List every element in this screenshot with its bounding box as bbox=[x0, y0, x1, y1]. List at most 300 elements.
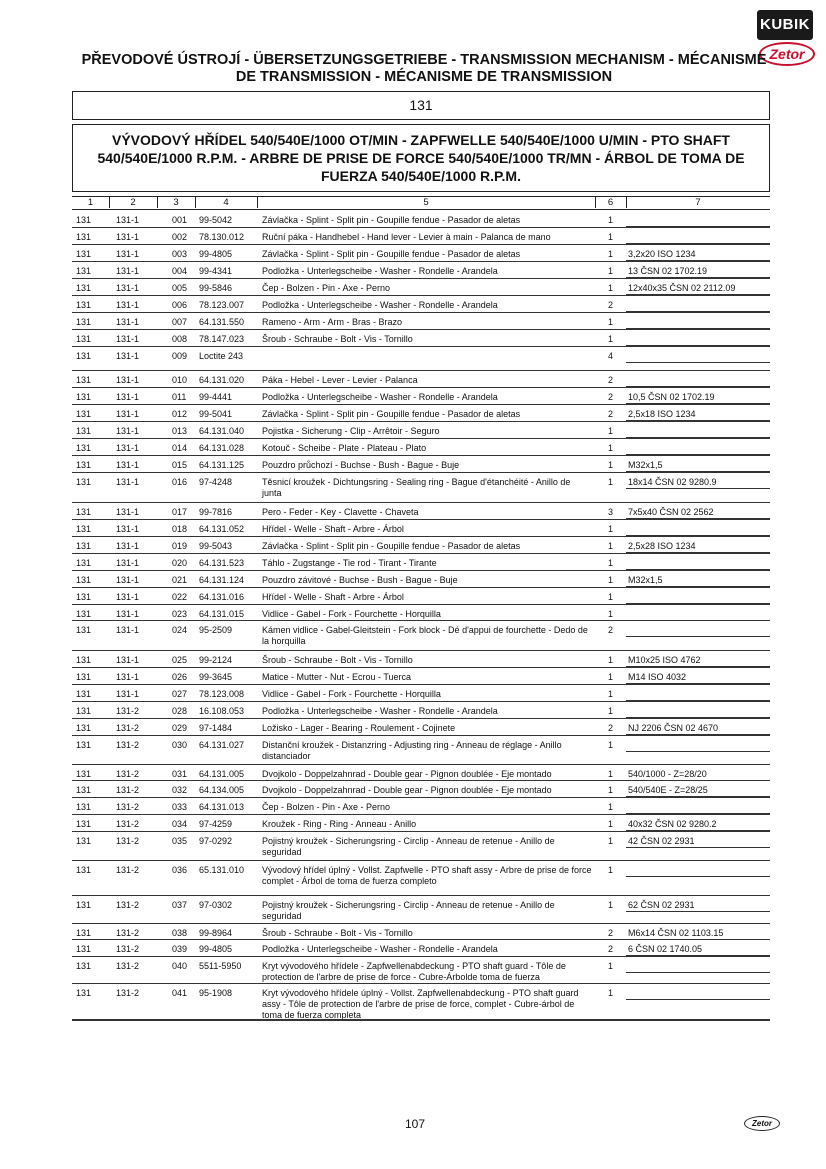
page-number: 107 bbox=[404, 1117, 426, 1131]
table-row bbox=[0, 297, 826, 314]
cell-col-6: 1 bbox=[608, 334, 614, 344]
row-separator bbox=[72, 860, 770, 861]
table-row bbox=[0, 589, 826, 606]
cell-col-6: 1 bbox=[608, 477, 614, 487]
cell-col-5: Závlačka - Splint - Split pin - Goupille fendue - Pasador de aletas bbox=[262, 215, 521, 225]
row-separator bbox=[72, 620, 770, 621]
cell-col-3: 001 bbox=[172, 215, 188, 225]
cell-col-2: 131-2 bbox=[116, 706, 140, 716]
cell-col-1: 131 bbox=[76, 592, 92, 602]
row-separator bbox=[72, 472, 770, 473]
cell-col-6: 1 bbox=[608, 443, 614, 453]
cell-col-2: 131-1 bbox=[116, 524, 140, 534]
cell-col-6: 1 bbox=[608, 249, 614, 259]
cell-col-2: 131-2 bbox=[116, 865, 140, 875]
cell-col-3: 020 bbox=[172, 558, 188, 568]
cell-col-5: Podložka - Unterlegscheibe - Washer - Rondelle - Arandela bbox=[262, 300, 498, 310]
cell-col-2: 131-1 bbox=[116, 625, 140, 635]
cell-col-3: 038 bbox=[172, 928, 188, 938]
cell-col-5: Ruční páka - Handhebel - Hand lever - Levier à main - Palanca de mano bbox=[262, 232, 551, 242]
cell-col-3: 018 bbox=[172, 524, 188, 534]
column-header-7: 7 bbox=[695, 197, 701, 208]
cell-col-4: 99-4341 bbox=[199, 266, 233, 276]
cell-col-1: 131 bbox=[76, 689, 92, 699]
cell-col-2: 131-1 bbox=[116, 392, 140, 402]
cell-col-5: Pojistka - Sicherung - Clip - Arrêtoir - Seguro bbox=[262, 426, 440, 436]
cell-col-1: 131 bbox=[76, 740, 92, 750]
table-row bbox=[0, 799, 826, 816]
zetor-logo-text: Zetor bbox=[759, 42, 815, 66]
cell-col-7: 2,5x28 ISO 1234 bbox=[628, 541, 696, 551]
cell-col-5: Hřídel - Welle - Shaft - Arbre - Árbol bbox=[262, 592, 404, 602]
cell-col-1: 131 bbox=[76, 769, 92, 779]
cell-col-2: 131-1 bbox=[116, 609, 140, 619]
cell-col-5: Kryt vývodového hřídele - Zapfwellenabdeckung - PTO shaft guard - Tôle de protection de l'arbre de prise de force - Cubre-Árbolde toma de fuerza bbox=[262, 961, 566, 982]
page-title: PŘEVODOVÉ ÚSTROJÍ - ÜBERSETZUNGSGETRIEBE - TRANSMISSION MECHANISM - MÉCANISME DE TRANSMISSION - MÉCANISME DE TRANSMISSION bbox=[81, 52, 767, 85]
cell-col-6: 1 bbox=[608, 592, 614, 602]
table-row bbox=[0, 263, 826, 280]
cell-col-5: Kroužek - Ring - Ring - Anneau - Anillo bbox=[262, 819, 417, 829]
cell-col-4: 99-5041 bbox=[199, 409, 233, 419]
row-separator bbox=[72, 650, 770, 651]
cell-col-5: Pero - Feder - Key - Clavette - Chaveta bbox=[262, 507, 419, 517]
cell-col-5: Kámen vidlice - Gabel-Gleitstein - Fork block - Dé d'appui de fourchette - Dedo de la horquilla bbox=[262, 625, 588, 646]
cell-col-3: 036 bbox=[172, 865, 188, 875]
cell-col-2: 131-1 bbox=[116, 672, 140, 682]
cell-col-4: 64.131.550 bbox=[199, 317, 245, 327]
spec-underline bbox=[626, 847, 770, 848]
row-separator bbox=[72, 923, 770, 924]
row-separator bbox=[72, 814, 770, 815]
cell-col-2: 131-1 bbox=[116, 575, 140, 585]
column-header-5: 5 bbox=[423, 197, 429, 208]
cell-col-1: 131 bbox=[76, 944, 92, 954]
cell-col-5: Vidlice - Gabel - Fork - Fourchette - Horquilla bbox=[262, 689, 441, 699]
spec-underline bbox=[626, 488, 770, 489]
table-row bbox=[0, 389, 826, 406]
cell-col-7: 62 ČSN 02 2931 bbox=[628, 900, 695, 910]
cell-col-1: 131 bbox=[76, 865, 92, 875]
row-separator bbox=[72, 387, 770, 388]
cell-col-5: Hřídel - Welle - Shaft - Arbre - Árbol bbox=[262, 524, 404, 534]
column-header-3: 3 bbox=[173, 197, 179, 208]
cell-col-6: 1 bbox=[608, 689, 614, 699]
cell-col-1: 131 bbox=[76, 351, 92, 361]
row-separator bbox=[72, 312, 770, 313]
spec-underline bbox=[626, 999, 770, 1000]
spec-underline bbox=[626, 972, 770, 973]
cell-col-6: 1 bbox=[608, 988, 614, 998]
table-row bbox=[0, 766, 826, 782]
cell-col-2: 131-2 bbox=[116, 819, 140, 829]
cell-col-3: 007 bbox=[172, 317, 188, 327]
cell-col-7: M10x25 ISO 4762 bbox=[628, 655, 701, 665]
cell-col-1: 131 bbox=[76, 507, 92, 517]
row-separator bbox=[72, 735, 770, 736]
row-separator bbox=[72, 370, 770, 371]
cell-col-4: 5511-5950 bbox=[199, 961, 242, 971]
spec-underline bbox=[626, 362, 770, 363]
column-header-row bbox=[72, 196, 770, 210]
cell-col-2: 131-2 bbox=[116, 900, 140, 910]
cell-col-2: 131-1 bbox=[116, 283, 140, 293]
row-separator bbox=[72, 261, 770, 262]
cell-col-3: 013 bbox=[172, 426, 188, 436]
kubik-logo-text: KUBIK bbox=[757, 10, 813, 40]
table-row bbox=[0, 720, 826, 737]
cell-col-7: 540/1000 - Z=28/20 bbox=[628, 769, 707, 779]
cell-col-3: 016 bbox=[172, 477, 188, 487]
cell-col-1: 131 bbox=[76, 961, 92, 971]
row-separator bbox=[72, 939, 770, 940]
cell-col-5: Podložka - Unterlegscheibe - Washer - Rondelle - Arandela bbox=[262, 706, 498, 716]
row-separator bbox=[72, 346, 770, 347]
table-row bbox=[0, 280, 826, 297]
cell-col-1: 131 bbox=[76, 655, 92, 665]
table-row bbox=[0, 406, 826, 423]
table-row bbox=[0, 555, 826, 572]
cell-col-5: Šroub - Schraube - Bolt - Vis - Tornillo bbox=[262, 655, 413, 665]
cell-col-7: M14 ISO 4032 bbox=[628, 672, 687, 682]
cell-col-7: M32x1,5 bbox=[628, 575, 663, 585]
cell-col-5: Distanční kroužek - Distanzring - Adjusting ring - Anneau de réglage - Anillo distanciador bbox=[262, 740, 562, 761]
cell-col-1: 131 bbox=[76, 819, 92, 829]
cell-col-7: 12x40x35 ČSN 02 2112.09 bbox=[628, 283, 736, 293]
cell-col-2: 131-1 bbox=[116, 300, 140, 310]
cell-col-3: 028 bbox=[172, 706, 188, 716]
cell-col-6: 1 bbox=[608, 215, 614, 225]
cell-col-3: 023 bbox=[172, 609, 188, 619]
row-separator bbox=[72, 278, 770, 279]
cell-col-3: 025 bbox=[172, 655, 188, 665]
cell-col-2: 131-1 bbox=[116, 334, 140, 344]
cell-col-1: 131 bbox=[76, 300, 92, 310]
cell-col-2: 131-1 bbox=[116, 266, 140, 276]
cell-col-2: 131-2 bbox=[116, 740, 140, 750]
row-separator bbox=[72, 536, 770, 537]
cell-col-3: 011 bbox=[172, 392, 187, 402]
cell-col-2: 131-1 bbox=[116, 592, 140, 602]
cell-col-6: 1 bbox=[608, 541, 614, 551]
cell-col-5: Podložka - Unterlegscheibe - Washer - Rondelle - Arandela bbox=[262, 944, 498, 954]
cell-col-1: 131 bbox=[76, 375, 92, 385]
column-header-6: 6 bbox=[607, 197, 614, 208]
cell-col-4: 97-1484 bbox=[199, 723, 233, 733]
cell-col-3: 029 bbox=[172, 723, 188, 733]
cell-col-4: 64.131.028 bbox=[199, 443, 245, 453]
cell-col-4: 16.108.053 bbox=[199, 706, 245, 716]
cell-col-7: 40x32 ČSN 02 9280.2 bbox=[628, 819, 717, 829]
cell-col-2: 131-2 bbox=[116, 802, 140, 812]
cell-col-7: 6 ČSN 02 1740.05 bbox=[628, 944, 703, 954]
cell-col-6: 1 bbox=[608, 802, 614, 812]
spec-underline bbox=[626, 751, 770, 752]
cell-col-3: 026 bbox=[172, 672, 188, 682]
cell-col-2: 131-1 bbox=[116, 541, 140, 551]
column-header-2: 2 bbox=[130, 197, 136, 208]
cell-col-7: NJ 2206 ČSN 02 4670 bbox=[628, 723, 719, 733]
table-row bbox=[0, 372, 826, 389]
table-row bbox=[0, 521, 826, 538]
cell-col-3: 012 bbox=[172, 409, 188, 419]
footer-zetor-logo: Zetor bbox=[744, 1116, 780, 1131]
row-separator bbox=[72, 329, 770, 330]
cell-col-2: 131-1 bbox=[116, 409, 140, 419]
cell-col-7: 3,2x20 ISO 1234 bbox=[628, 249, 696, 259]
cell-col-1: 131 bbox=[76, 802, 92, 812]
cell-col-4: 64.131.013 bbox=[199, 802, 245, 812]
cell-col-1: 131 bbox=[76, 836, 92, 846]
cell-col-3: 021 bbox=[172, 575, 188, 585]
cell-col-6: 2 bbox=[608, 625, 614, 635]
cell-col-1: 131 bbox=[76, 460, 92, 470]
row-separator bbox=[72, 956, 770, 957]
cell-col-4: 97-4248 bbox=[199, 477, 233, 487]
column-header-1: 1 bbox=[87, 197, 94, 208]
row-separator bbox=[72, 570, 770, 571]
cell-col-5: Šroub - Schraube - Bolt - Vis - Tornillo bbox=[262, 928, 413, 938]
cell-col-6: 2 bbox=[608, 409, 614, 419]
cell-col-3: 005 bbox=[172, 283, 188, 293]
cell-col-6: 1 bbox=[608, 575, 614, 585]
cell-col-5: Dvojkolo - Doppelzahnrad - Double gear - Pignon doublée - Eje montado bbox=[262, 785, 552, 795]
row-separator bbox=[72, 780, 770, 781]
cell-col-6: 1 bbox=[608, 317, 614, 327]
cell-col-1: 131 bbox=[76, 317, 92, 327]
cell-col-4: 99-4805 bbox=[199, 249, 233, 259]
cell-col-3: 015 bbox=[172, 460, 188, 470]
cell-col-3: 014 bbox=[172, 443, 188, 453]
cell-col-1: 131 bbox=[76, 266, 92, 276]
cell-col-2: 131-2 bbox=[116, 928, 140, 938]
row-separator bbox=[72, 587, 770, 588]
cell-col-1: 131 bbox=[76, 706, 92, 716]
cell-col-5: Závlačka - Splint - Split pin - Goupille fendue - Pasador de aletas bbox=[262, 249, 521, 259]
cell-col-3: 034 bbox=[172, 819, 188, 829]
cell-col-2: 131-2 bbox=[116, 723, 140, 733]
cell-col-3: 035 bbox=[172, 836, 188, 846]
cell-col-5: Těsnicí kroužek - Dichtungsring - Sealing ring - Bague d'étanchéité - Anillo de junta bbox=[262, 477, 571, 498]
cell-col-3: 032 bbox=[172, 785, 188, 795]
table-row bbox=[0, 816, 826, 833]
cell-col-4: 64.131.124 bbox=[199, 575, 245, 585]
row-separator bbox=[72, 455, 770, 456]
cell-col-6: 1 bbox=[608, 232, 614, 242]
cell-col-6: 1 bbox=[608, 900, 614, 910]
cell-col-6: 4 bbox=[608, 351, 614, 361]
cell-col-4: 99-5846 bbox=[199, 283, 233, 293]
cell-col-6: 2 bbox=[608, 300, 614, 310]
cell-col-3: 041 bbox=[172, 988, 188, 998]
cell-col-2: 131-1 bbox=[116, 558, 140, 568]
cell-col-4: 64.134.005 bbox=[199, 785, 245, 795]
cell-col-5: Páka - Hebel - Lever - Levier - Palanca bbox=[262, 375, 418, 385]
cell-col-1: 131 bbox=[76, 392, 92, 402]
cell-col-4: 97-0292 bbox=[199, 836, 233, 846]
row-separator bbox=[72, 604, 770, 605]
cell-col-5: Vývodový hřídel úplný - Vollst. Zapfwelle - PTO shaft assy - Arbre de prise de force complet - Árbol de toma de fuerza completo bbox=[262, 865, 592, 886]
table-row bbox=[0, 440, 826, 457]
cell-col-1: 131 bbox=[76, 283, 92, 293]
cell-col-2: 131-1 bbox=[116, 351, 140, 361]
cell-col-5: Čep - Bolzen - Pin - Axe - Perno bbox=[262, 802, 391, 812]
cell-col-2: 131-1 bbox=[116, 317, 140, 327]
cell-col-3: 024 bbox=[172, 625, 188, 635]
row-separator bbox=[72, 718, 770, 719]
cell-col-3: 033 bbox=[172, 802, 188, 812]
table-row bbox=[0, 606, 826, 622]
cell-col-2: 131-2 bbox=[116, 769, 140, 779]
table-row bbox=[0, 504, 826, 521]
cell-col-4: Loctite 243 bbox=[199, 351, 244, 361]
cell-col-7: 10,5 ČSN 02 1702.19 bbox=[628, 392, 715, 402]
table-row bbox=[0, 703, 826, 720]
table-row bbox=[0, 538, 826, 555]
table-row bbox=[0, 572, 826, 589]
cell-col-1: 131 bbox=[76, 672, 92, 682]
cell-col-4: 78.123.007 bbox=[199, 300, 245, 310]
cell-col-6: 1 bbox=[608, 426, 614, 436]
cell-col-2: 131-1 bbox=[116, 249, 140, 259]
cell-col-4: 65.131.010 bbox=[199, 865, 245, 875]
cell-col-5: Pouzdro průchozí - Buchse - Bush - Bague - Buje bbox=[262, 460, 460, 470]
row-separator bbox=[72, 684, 770, 685]
cell-col-4: 78.123.008 bbox=[199, 689, 245, 699]
table-row bbox=[0, 212, 826, 229]
row-separator bbox=[72, 701, 770, 702]
cell-col-6: 2 bbox=[608, 375, 614, 385]
row-separator bbox=[72, 244, 770, 245]
cell-col-1: 131 bbox=[76, 609, 92, 619]
spec-underline bbox=[626, 876, 770, 877]
cell-col-1: 131 bbox=[76, 232, 92, 242]
cell-col-3: 010 bbox=[172, 375, 188, 385]
row-separator bbox=[72, 502, 770, 503]
cell-col-3: 037 bbox=[172, 900, 188, 910]
cell-col-6: 1 bbox=[608, 740, 614, 750]
cell-col-7: M32x1,5 bbox=[628, 460, 663, 470]
cell-col-5: Závlačka - Splint - Split pin - Goupille fendue - Pasador de aletas bbox=[262, 409, 521, 419]
row-separator bbox=[72, 438, 770, 439]
section-number: 131 bbox=[72, 91, 770, 120]
spec-underline bbox=[626, 636, 770, 637]
cell-col-4: 64.131.020 bbox=[199, 375, 245, 385]
table-row bbox=[0, 331, 826, 348]
cell-col-4: 99-4805 bbox=[199, 944, 233, 954]
row-separator bbox=[72, 227, 770, 228]
table-row bbox=[0, 862, 826, 897]
cell-col-5: Ložisko - Lager - Bearing - Roulement - Cojinete bbox=[262, 723, 456, 733]
cell-col-5: Kryt vývodového hřídele úplný - Vollst. Zapfwellenabdeckung - PTO shaft guard assy - Tôle de protection de l'arbre de prise de force, complet - Cubre-árbol de toma de fuerza completa bbox=[262, 988, 579, 1020]
cell-col-3: 003 bbox=[172, 249, 188, 259]
cell-col-5: Pojistný kroužek - Sicherungsring - Circlip - Anneau de retenue - Anillo de seguridad bbox=[262, 900, 555, 921]
cell-col-2: 131-1 bbox=[116, 426, 140, 436]
cell-col-3: 040 bbox=[172, 961, 188, 971]
cell-col-5: Pojistný kroužek - Sicherungsring - Circlip - Anneau de retenue - Anillo de seguridad bbox=[262, 836, 555, 857]
table-row bbox=[0, 314, 826, 331]
cell-col-2: 131-1 bbox=[116, 443, 140, 453]
cell-col-4: 99-2124 bbox=[199, 655, 233, 665]
cell-col-7: M6x14 ČSN 02 1103.15 bbox=[628, 928, 724, 938]
cell-col-4: 64.131.015 bbox=[199, 609, 245, 619]
cell-col-1: 131 bbox=[76, 785, 92, 795]
table-row bbox=[0, 985, 826, 1021]
cell-col-4: 97-0302 bbox=[199, 900, 233, 910]
cell-col-3: 031 bbox=[172, 769, 188, 779]
cell-col-6: 2 bbox=[608, 723, 614, 733]
cell-col-4: 78.147.023 bbox=[199, 334, 245, 344]
cell-col-3: 030 bbox=[172, 740, 188, 750]
cell-col-2: 131-2 bbox=[116, 988, 140, 998]
column-header-4: 4 bbox=[223, 197, 229, 208]
cell-col-2: 131-1 bbox=[116, 507, 140, 517]
cell-col-1: 131 bbox=[76, 625, 92, 635]
table-row bbox=[0, 686, 826, 703]
cell-col-7: 7x5x40 ČSN 02 2562 bbox=[628, 507, 714, 517]
cell-col-2: 131-1 bbox=[116, 375, 140, 385]
table-row bbox=[0, 833, 826, 862]
row-separator bbox=[72, 421, 770, 422]
cell-col-3: 027 bbox=[172, 689, 188, 699]
cell-col-6: 1 bbox=[608, 609, 614, 619]
cell-col-4: 95-1908 bbox=[199, 988, 233, 998]
cell-col-4: 97-4259 bbox=[199, 819, 233, 829]
cell-col-2: 131-1 bbox=[116, 460, 140, 470]
cell-col-6: 1 bbox=[608, 706, 614, 716]
cell-col-6: 1 bbox=[608, 266, 614, 276]
cell-col-2: 131-2 bbox=[116, 785, 140, 795]
table-row bbox=[0, 737, 826, 766]
cell-col-5: Táhlo - Zugstange - Tie rod - Tirant - Tirante bbox=[262, 558, 437, 568]
cell-col-1: 131 bbox=[76, 558, 92, 568]
row-separator bbox=[72, 295, 770, 296]
cell-col-6: 1 bbox=[608, 769, 614, 779]
row-separator bbox=[72, 667, 770, 668]
cell-col-6: 1 bbox=[608, 785, 614, 795]
cell-col-1: 131 bbox=[76, 541, 92, 551]
cell-col-1: 131 bbox=[76, 723, 92, 733]
table-row bbox=[0, 474, 826, 504]
cell-col-4: 78.130.012 bbox=[199, 232, 245, 242]
cell-col-3: 004 bbox=[172, 266, 188, 276]
row-separator bbox=[72, 895, 770, 896]
cell-col-7: 2,5x18 ISO 1234 bbox=[628, 409, 696, 419]
cell-col-5: Závlačka - Splint - Split pin - Goupille fendue - Pasador de aletas bbox=[262, 541, 521, 551]
cell-col-5: Podložka - Unterlegscheibe - Washer - Rondelle - Arandela bbox=[262, 392, 498, 402]
section-subtitle: VÝVODOVÝ HŘÍDEL 540/540E/1000 OT/MIN - ZAPFWELLE 540/540E/1000 U/MIN - PTO SHAFT 540/540E/1000 R.P.M. - ARBRE DE PRISE DE FORCE 540/540E/1000 TR/MN - ÁRBOL DE TOMA DE FUERZA 540/540E/1000 R.P.M. bbox=[72, 124, 770, 192]
cell-col-4: 64.131.027 bbox=[199, 740, 245, 750]
cell-col-6: 1 bbox=[608, 283, 614, 293]
cell-col-4: 64.131.040 bbox=[199, 426, 245, 436]
cell-col-4: 99-4441 bbox=[199, 392, 233, 402]
cell-col-4: 64.131.052 bbox=[199, 524, 245, 534]
cell-col-5: Šroub - Schraube - Bolt - Vis - Tornillo bbox=[262, 334, 413, 344]
row-separator bbox=[72, 764, 770, 765]
cell-col-4: 99-5042 bbox=[199, 215, 233, 225]
table-row bbox=[0, 958, 826, 985]
cell-col-1: 131 bbox=[76, 426, 92, 436]
cell-col-1: 131 bbox=[76, 575, 92, 585]
cell-col-6: 1 bbox=[608, 558, 614, 568]
cell-col-7: 42 ČSN 02 2931 bbox=[628, 836, 695, 846]
table-bottom-rule bbox=[72, 1020, 770, 1021]
table-row bbox=[0, 941, 826, 958]
cell-col-1: 131 bbox=[76, 215, 92, 225]
cell-col-6: 1 bbox=[608, 836, 614, 846]
table-row bbox=[0, 622, 826, 652]
cell-col-4: 95-2509 bbox=[199, 625, 233, 635]
cell-col-5: Kotouč - Scheibe - Plate - Plateau - Plato bbox=[262, 443, 427, 453]
